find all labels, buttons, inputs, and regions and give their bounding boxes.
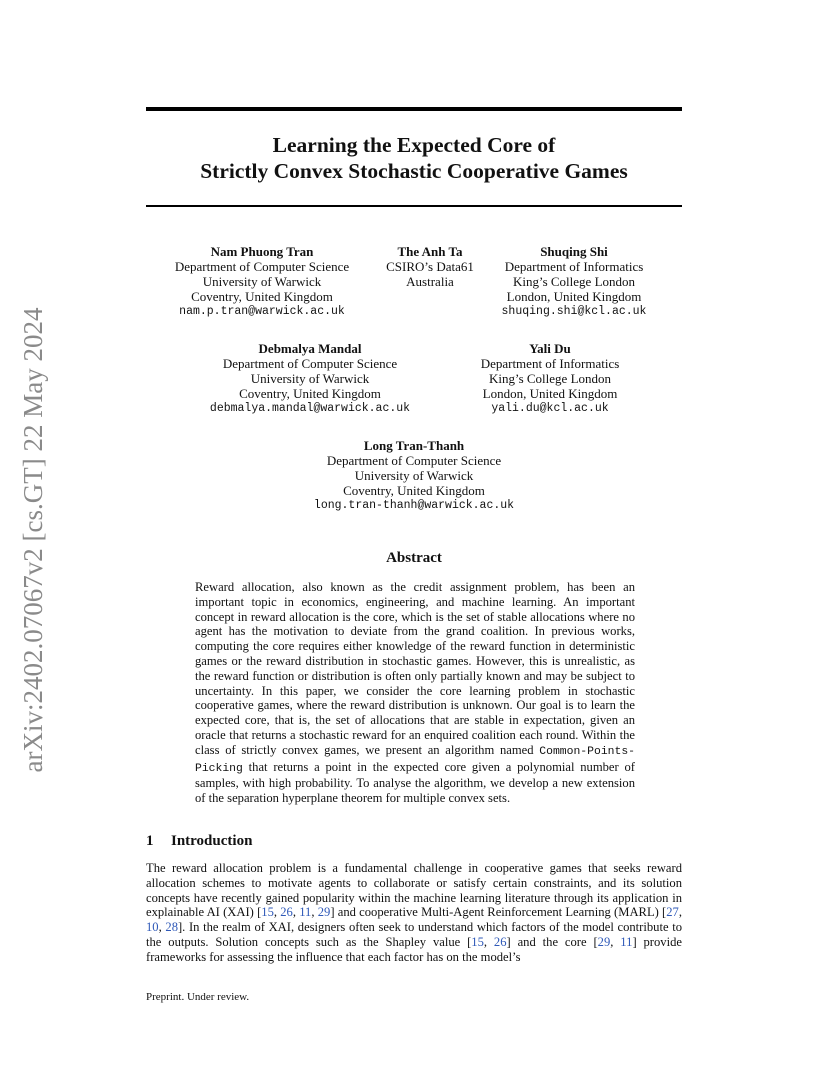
title-top-rule (146, 107, 682, 111)
citation-link[interactable]: 28 (165, 920, 178, 935)
author-name: Debmalya Mandal (258, 341, 362, 356)
author-affiliation: Coventry, United Kingdom (239, 386, 381, 401)
citation-link[interactable]: 15 (471, 934, 484, 949)
author-affiliation: King’s College London (488, 371, 612, 386)
author-affiliation: University of Warwick (250, 371, 370, 386)
author-email[interactable]: yali.du@kcl.ac.uk (491, 402, 609, 415)
author-affiliation: King’s College London (512, 274, 636, 289)
author-affiliation: Coventry, United Kingdom (191, 289, 333, 304)
author-affiliation: Australia (406, 274, 454, 289)
footer-note: Preprint. Under review. (146, 991, 250, 1003)
author-block (490, 244, 658, 319)
author-affiliation: Department of Computer Science (326, 453, 502, 468)
author-email[interactable]: shuqing.shi@kcl.ac.uk (501, 305, 647, 318)
author-name: Yali Du (529, 341, 571, 356)
author-name: Long Tran-Thanh (363, 438, 465, 453)
author-affiliation: Department of Informatics (480, 356, 620, 371)
author-block (150, 244, 374, 319)
author-name: The Anh Ta (397, 244, 463, 259)
author-email[interactable]: nam.p.tran@warwick.ac.uk (179, 305, 345, 318)
citation-link[interactable]: 26 (493, 934, 507, 949)
author-affiliation: CSIRO’s Data61 (386, 259, 474, 274)
author-affiliation: London, United Kingdom (482, 386, 618, 401)
author-affiliation: Department of Informatics (504, 259, 644, 274)
intro-paragraph: The reward allocation problem is a fundamental challenge in cooperative games that seeks reward allocation schemes to motivate agents to collaborate or satisfy certain constraints, and its solution concepts have recently gained popularity within the machine learning literature through its application in explainable AI (XAI) [15, 26, 11, 29] and cooperative Multi-Agent Reinforcement Learning (MARL) [27, 10, 28]. In the realm of XAI, designers often seek to understand which factors of the model contribute to the outputs. Solution concepts such as the Shapley value [15, 26] and the core [29, 11] provide frameworks for assessing the influence that each factor has on the model’s (146, 861, 682, 964)
author-email[interactable]: long.tran-thanh@warwick.ac.uk (313, 499, 515, 512)
citation-link[interactable]: 15 (261, 905, 274, 920)
author-name: Shuqing Shi (540, 244, 608, 259)
paper-title (146, 132, 682, 184)
citation-link[interactable]: 26 (280, 905, 293, 920)
author-affiliation: Coventry, United Kingdom (343, 483, 485, 498)
citation-link[interactable]: 11 (299, 905, 312, 920)
author-name: Nam Phuong Tran (210, 244, 314, 259)
author-email[interactable]: debmalya.mandal@warwick.ac.uk (209, 402, 411, 415)
title-line-1: Learning the Expected Core of (272, 133, 556, 157)
abstract-body: Reward allocation, also known as the credit assignment problem, has been an important topic in economics, engineering, and machine learning. An important concept in reward allocation is the core, which is the set of stable allocations where no agent has the motivation to deviate from the grand coalition. In previous works, computing the core requires either knowledge of the reward function in deterministic games or the reward distribution in stochastic games. However, this is unrealistic, as the reward function or distribution is often only partially known and may be subject to uncertainty. In this paper, we consider the core learning problem in stochastic cooperative games, where the reward distribution is unknown. Our goal is to learn the expected core, that is, the set of allocations that are stable in expectation, given an oracle that returns a stochastic reward for an enquired coalition each round. Within the class of strictly convex games, we present an algorithm named Common-Points-Picking that returns a point in the expected core given a polynomial number of samples, with high probability. To analyse the algorithm, we develop a new extension of the separation hyperplane theorem for multiple convex sets. (195, 580, 635, 806)
title-line-2: Strictly Convex Stochastic Cooperative Games (200, 159, 628, 183)
author-block (370, 244, 490, 289)
citation-link[interactable]: 27 (666, 905, 679, 920)
abstract-heading: Abstract (386, 550, 442, 566)
section-title: Introduction (171, 833, 253, 849)
author-block (294, 438, 534, 513)
author-affiliation: University of Warwick (202, 274, 322, 289)
section-number: 1 (146, 833, 154, 849)
author-affiliation: Department of Computer Science (174, 259, 350, 274)
author-block (470, 341, 630, 416)
citation-link[interactable]: 10 (146, 920, 159, 935)
author-affiliation: Department of Computer Science (222, 356, 398, 371)
author-affiliation: London, United Kingdom (506, 289, 642, 304)
citation-link[interactable]: 11 (620, 934, 633, 949)
author-block (188, 341, 432, 416)
author-affiliation: University of Warwick (354, 468, 474, 483)
algorithm-name: Common-Points-Picking (195, 745, 635, 775)
section-heading (146, 833, 252, 850)
citation-link[interactable]: 29 (317, 905, 331, 920)
citation-link[interactable]: 29 (597, 934, 611, 949)
title-bottom-rule (146, 205, 682, 207)
